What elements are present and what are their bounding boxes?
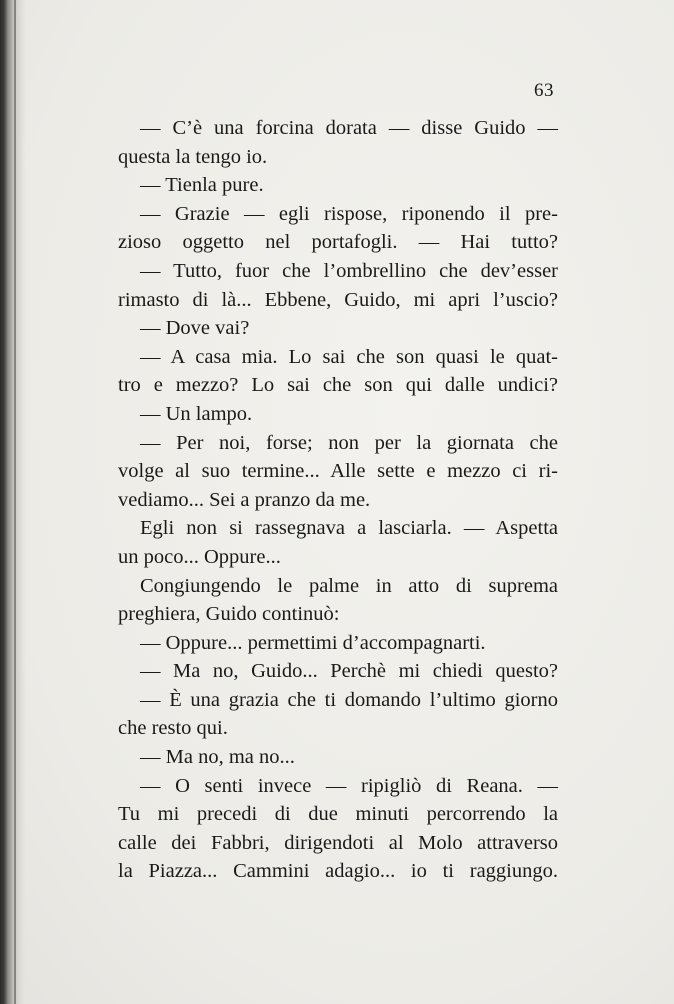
text-line: vediamo... Sei a pranzo da me.: [118, 488, 371, 511]
text-line: preghiera, Guido continuò:: [118, 603, 340, 626]
text-line: — Un lampo.: [140, 402, 253, 425]
text-line: calle dei Fabbri, dirigendoti al Molo attraverso: [118, 831, 558, 854]
text-line: — Per noi, forse; non per la giornata che: [140, 431, 558, 454]
text-line: — Ma no, ma no...: [140, 746, 295, 769]
text-line: che resto qui.: [118, 717, 228, 740]
text-line: — È una grazia che ti domando l’ultimo giorno: [140, 688, 558, 711]
book-spine-shadow: [0, 0, 26, 1004]
text-line: zioso oggetto nel portafogli. — Hai tutto?: [118, 231, 558, 254]
text-line: questa la tengo io.: [118, 145, 268, 168]
text-line: — Tutto, fuor che l’ombrellino che dev’esser: [140, 259, 558, 282]
binding-edge: [14, 0, 16, 1004]
text-line: la Piazza... Cammini adagio... io ti raggiungo.: [118, 860, 558, 883]
text-line: — Tienla pure.: [140, 174, 264, 197]
text-line: Egli non si rassegnava a lasciarla. — Aspetta: [140, 517, 558, 540]
text-line: — Grazie — egli rispose, riponendo il pre-: [140, 202, 558, 225]
text-line: — Ma no, Guido... Perchè mi chiedi questo?: [140, 660, 558, 683]
text-line: — Dove vai?: [140, 317, 250, 340]
text-line: — C’è una forcina dorata — disse Guido —: [140, 117, 558, 139]
text-line: rimasto di là... Ebbene, Guido, mi apri l’uscio?: [118, 288, 558, 311]
text-line: — O senti invece — ripigliò di Reana. —: [140, 774, 558, 797]
text-line: Tu mi precedi di due minuti percorrendo la: [118, 803, 558, 826]
text-line: Congiungendo le palme in atto di suprema: [140, 574, 558, 597]
page-number: 63: [534, 80, 554, 101]
text-line: tro e mezzo? Lo sai che son qui dalle undici?: [118, 374, 558, 397]
text-line: — Oppure... permettimi d’accompagnarti.: [140, 631, 486, 654]
body-text: [118, 114, 558, 886]
text-line: volge al suo termine... Alle sette e mezzo ci ri-: [118, 460, 558, 483]
text-line: un poco... Oppure...: [118, 545, 281, 568]
text-line: — A casa mia. Lo sai che son quasi le quat-: [140, 345, 558, 368]
